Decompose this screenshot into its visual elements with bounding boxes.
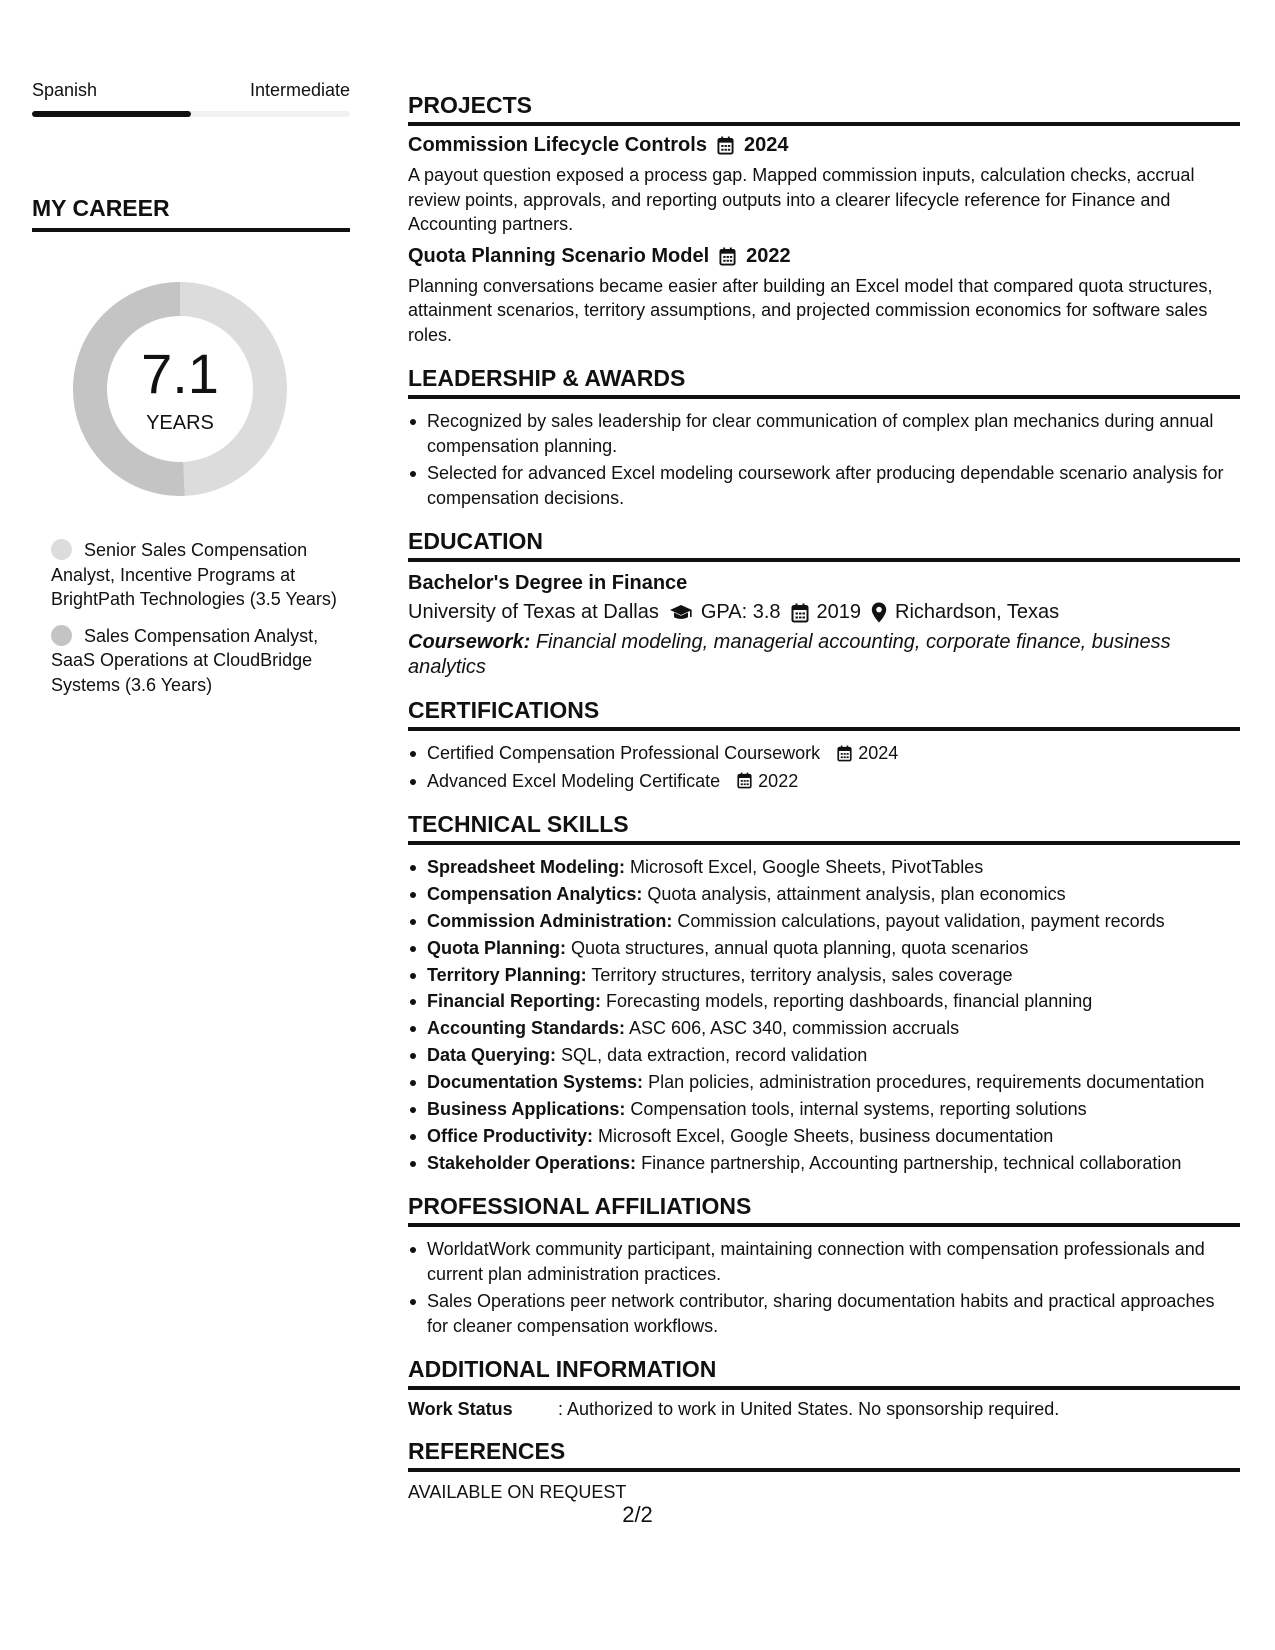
affiliations-list bbox=[408, 1237, 1240, 1338]
skill-item bbox=[408, 882, 1240, 907]
references-title: REFERENCES bbox=[408, 1438, 1240, 1472]
affiliation-item: WorldatWork community participant, maintaining connection with compensation professionals and current plan administration practices. bbox=[408, 1237, 1240, 1286]
leadership-list bbox=[408, 409, 1240, 510]
skill-value: Commission calculations, payout validation, payment records bbox=[677, 910, 1165, 931]
skill-item bbox=[408, 1043, 1240, 1068]
leadership-section bbox=[408, 365, 1240, 510]
skill-value: Microsoft Excel, Google Sheets, business documentation bbox=[598, 1125, 1054, 1146]
skill-value: Territory structures, territory analysis, sales coverage bbox=[591, 964, 1013, 985]
career-legend-dot bbox=[51, 539, 72, 560]
career-role-item bbox=[51, 624, 341, 698]
skill-item bbox=[408, 1151, 1240, 1176]
skill-item bbox=[408, 989, 1240, 1014]
calendar-icon bbox=[791, 603, 809, 623]
skill-label: Territory Planning: bbox=[427, 964, 587, 985]
education-gpa: GPA: 3.8 bbox=[700, 601, 781, 623]
leadership-item: Recognized by sales leadership for clear communication of complex plan mechanics during annual compensation planning. bbox=[408, 409, 1240, 458]
certification-line bbox=[427, 769, 798, 794]
calendar-icon bbox=[717, 136, 734, 155]
skill-value: SQL, data extraction, record validation bbox=[561, 1045, 868, 1066]
skill-label: Documentation Systems: bbox=[427, 1072, 644, 1093]
certification-item bbox=[408, 769, 1240, 794]
project-name: Commission Lifecycle Controls bbox=[408, 134, 707, 156]
work-status-value: : Authorized to work in United States. No sponsorship required. bbox=[558, 1399, 1060, 1420]
skill-item bbox=[408, 855, 1240, 880]
career-years-unit: YEARS bbox=[146, 412, 214, 434]
right-column bbox=[408, 92, 1240, 1521]
career-donut-chart bbox=[67, 276, 293, 502]
additional-title: ADDITIONAL INFORMATION bbox=[408, 1356, 1240, 1390]
certification-item bbox=[408, 741, 1240, 766]
skill-value: Quota analysis, attainment analysis, plan economics bbox=[647, 883, 1066, 904]
leadership-item: Selected for advanced Excel modeling coursework after producing dependable scenario analysis for compensation decisions. bbox=[408, 461, 1240, 510]
skill-item bbox=[408, 936, 1240, 961]
education-location: Richardson, Texas bbox=[895, 601, 1060, 623]
work-status-row bbox=[408, 1399, 1240, 1420]
certification-year: 2022 bbox=[758, 770, 799, 791]
projects-list bbox=[408, 134, 1240, 347]
skill-label: Financial Reporting: bbox=[427, 991, 602, 1012]
skill-label: Commission Administration: bbox=[427, 910, 673, 931]
skill-label: Quota Planning: bbox=[427, 937, 566, 958]
education-coursework bbox=[408, 630, 1240, 679]
career-heading: MY CAREER bbox=[32, 195, 350, 232]
leadership-title: LEADERSHIP & AWARDS bbox=[408, 365, 1240, 399]
project-header bbox=[408, 245, 1240, 268]
certifications-title: CERTIFICATIONS bbox=[408, 697, 1240, 731]
skills-title: TECHNICAL SKILLS bbox=[408, 811, 1240, 845]
education-details bbox=[408, 601, 1240, 624]
education-school: University of Texas at Dallas bbox=[408, 601, 659, 623]
left-column bbox=[32, 80, 350, 709]
skill-value: Forecasting models, reporting dashboards, financial planning bbox=[606, 991, 1093, 1012]
skills-section bbox=[408, 811, 1240, 1175]
skill-item bbox=[408, 1097, 1240, 1122]
skill-label: Business Applications: bbox=[427, 1099, 626, 1120]
graduation-cap-icon bbox=[669, 604, 693, 622]
calendar-icon bbox=[737, 772, 752, 789]
calendar-icon bbox=[719, 247, 736, 266]
certification-year: 2024 bbox=[858, 743, 899, 763]
projects-section bbox=[408, 92, 1240, 347]
skill-label: Office Productivity: bbox=[427, 1125, 594, 1146]
certification-name: Advanced Excel Modeling Certificate bbox=[427, 770, 721, 791]
project-year: 2024 bbox=[743, 134, 789, 156]
calendar-icon bbox=[837, 745, 852, 762]
additional-section bbox=[408, 1356, 1240, 1420]
education-title: EDUCATION bbox=[408, 528, 1240, 562]
career-total-years: 7.1 bbox=[141, 342, 219, 405]
affiliations-section bbox=[408, 1193, 1240, 1338]
project-name: Quota Planning Scenario Model bbox=[408, 244, 710, 267]
education-section bbox=[408, 528, 1240, 679]
projects-title: PROJECTS bbox=[408, 92, 1240, 126]
map-pin-icon bbox=[871, 602, 887, 623]
coursework-text: Financial modeling, managerial accounting, corporate finance, business analytics bbox=[408, 631, 1171, 678]
certifications-section bbox=[408, 697, 1240, 793]
career-role-list bbox=[51, 538, 341, 697]
skill-value: Plan policies, administration procedures, requirements documentation bbox=[648, 1072, 1205, 1093]
skill-item bbox=[408, 963, 1240, 988]
skill-label: Data Querying: bbox=[427, 1045, 557, 1066]
skill-value: ASC 606, ASC 340, commission accruals bbox=[629, 1018, 960, 1039]
career-role-item bbox=[51, 538, 341, 612]
language-level: Intermediate bbox=[249, 80, 350, 100]
project-description: Planning conversations became easier after building an Excel model that compared quota structures, attainment scenarios, territory assumptions, and projected commission economics for software sales roles. bbox=[408, 275, 1213, 345]
skill-item bbox=[408, 1016, 1240, 1041]
language-proficiency-bar bbox=[32, 111, 350, 117]
language-name: Spanish bbox=[32, 80, 98, 100]
coursework-label: Coursework: bbox=[408, 631, 531, 653]
skill-label: Stakeholder Operations: bbox=[427, 1152, 637, 1173]
language-proficiency-fill bbox=[32, 111, 191, 117]
education-year: 2019 bbox=[816, 601, 862, 623]
certification-line bbox=[427, 741, 898, 766]
project-header bbox=[408, 134, 1240, 157]
references-section bbox=[408, 1438, 1240, 1503]
page-number: 2/2 bbox=[622, 1502, 653, 1527]
career-role-text: Senior Sales Compensation Analyst, Incentive Programs at BrightPath Technologies (3.5 Years) bbox=[51, 540, 337, 609]
skill-value: Finance partnership, Accounting partnership, technical collaboration bbox=[641, 1152, 1182, 1173]
career-legend-dot bbox=[51, 625, 72, 646]
skill-label: Spreadsheet Modeling: bbox=[427, 857, 626, 877]
language-row bbox=[32, 80, 350, 101]
skill-item bbox=[408, 909, 1240, 934]
skills-list bbox=[408, 855, 1240, 1175]
skill-value: Compensation tools, internal systems, reporting solutions bbox=[630, 1099, 1087, 1120]
skill-value: Quota structures, annual quota planning, quota scenarios bbox=[571, 937, 1029, 958]
skill-item bbox=[408, 1070, 1240, 1095]
project-description: A payout question exposed a process gap. Mapped commission inputs, calculation checks, accrual review points, approvals, and reporting outputs into a clearer lifecycle reference for Finance and Accounting partners. bbox=[408, 165, 1195, 234]
skill-value: Microsoft Excel, Google Sheets, PivotTables bbox=[630, 857, 984, 877]
project-year: 2022 bbox=[746, 244, 791, 267]
affiliation-item: Sales Operations peer network contributor, sharing documentation habits and practical approaches for cleaner compensation workflows. bbox=[408, 1289, 1240, 1338]
certifications-list bbox=[408, 741, 1240, 793]
career-role-text: Sales Compensation Analyst, SaaS Operations at CloudBridge Systems (3.6 Years) bbox=[51, 625, 319, 695]
affiliations-title: PROFESSIONAL AFFILIATIONS bbox=[408, 1193, 1240, 1227]
skill-label: Compensation Analytics: bbox=[427, 883, 643, 904]
work-status-label: Work Status bbox=[408, 1399, 513, 1420]
skill-label: Accounting Standards: bbox=[427, 1018, 626, 1039]
certification-name: Certified Compensation Professional Coursework bbox=[427, 743, 821, 763]
skill-item bbox=[408, 1124, 1240, 1149]
education-degree: Bachelor's Degree in Finance bbox=[408, 572, 688, 594]
references-text: AVAILABLE ON REQUEST bbox=[408, 1482, 627, 1503]
